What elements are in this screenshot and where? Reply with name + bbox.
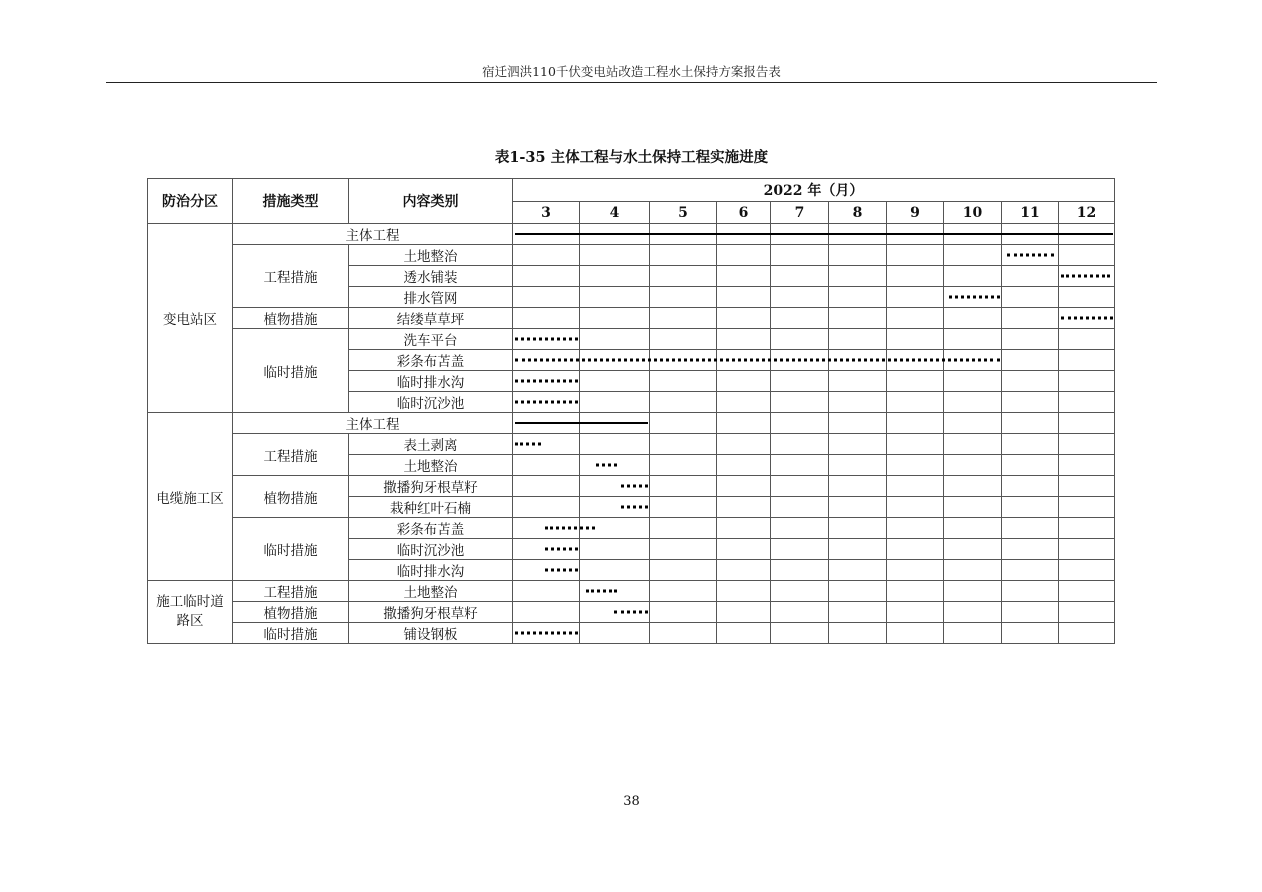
- content-cell: 彩条布苫盖: [349, 350, 513, 371]
- month-cell: [771, 413, 829, 434]
- content-cell: 排水管网: [349, 287, 513, 308]
- month-cell: [887, 371, 944, 392]
- table-row: [148, 581, 1115, 602]
- month-cell: [887, 392, 944, 413]
- month-cell: [580, 476, 650, 497]
- month-cell: [650, 581, 717, 602]
- month-cell: [717, 392, 771, 413]
- month-cell: [580, 266, 650, 287]
- measure-type-cell: 临时措施: [233, 623, 349, 644]
- month-cell: [650, 413, 717, 434]
- month-cell: [944, 455, 1002, 476]
- month-header: 3: [513, 202, 580, 224]
- content-cell: 临时沉沙池: [349, 392, 513, 413]
- month-cell: [1059, 602, 1115, 623]
- schedule-bar-dotted: [515, 632, 578, 635]
- month-cell: [1002, 308, 1059, 329]
- month-cell: [887, 602, 944, 623]
- month-cell: [717, 476, 771, 497]
- table-row: [148, 245, 1115, 266]
- zone-cell: 施工临时道路区: [148, 581, 233, 644]
- measure-type-cell: 工程措施: [233, 245, 349, 308]
- content-cell: 透水铺装: [349, 266, 513, 287]
- month-cell: [944, 392, 1002, 413]
- month-cell: [1002, 245, 1059, 266]
- month-cell: [650, 497, 717, 518]
- month-cell: [650, 329, 717, 350]
- month-cell: [829, 287, 887, 308]
- month-cell: [650, 266, 717, 287]
- month-cell: [513, 560, 580, 581]
- table-row: [148, 224, 1115, 245]
- month-cell: [717, 623, 771, 644]
- month-cell: [829, 539, 887, 560]
- month-cell: [887, 413, 944, 434]
- month-cell: [1059, 308, 1115, 329]
- month-cell: [717, 602, 771, 623]
- month-cell: [650, 224, 717, 245]
- month-cell: [650, 602, 717, 623]
- month-cell: [771, 602, 829, 623]
- month-cell: [771, 518, 829, 539]
- month-cell: [1059, 224, 1115, 245]
- month-cell: [513, 371, 580, 392]
- month-cell: [1059, 287, 1115, 308]
- month-cell: [717, 329, 771, 350]
- month-cell: [1002, 371, 1059, 392]
- month-cell: [1059, 476, 1115, 497]
- month-cell: [944, 518, 1002, 539]
- month-cell: [1059, 371, 1115, 392]
- zone-cell: 变电站区: [148, 224, 233, 413]
- month-cell: [771, 560, 829, 581]
- month-cell: [1002, 413, 1059, 434]
- month-cell: [944, 287, 1002, 308]
- month-cell: [717, 434, 771, 455]
- month-cell: [887, 434, 944, 455]
- month-cell: [771, 539, 829, 560]
- month-cell: [513, 518, 580, 539]
- col-header-zone: 防治分区: [148, 179, 233, 224]
- month-cell: [771, 434, 829, 455]
- month-cell: [650, 371, 717, 392]
- schedule-bar-dotted: [515, 338, 578, 341]
- month-cell: [829, 266, 887, 287]
- month-cell: [887, 623, 944, 644]
- month-cell: [650, 560, 717, 581]
- month-cell: [944, 413, 1002, 434]
- month-cell: [1059, 329, 1115, 350]
- month-cell: [580, 245, 650, 266]
- schedule-bar-dotted: [949, 296, 1000, 299]
- month-header: 11: [1002, 202, 1059, 224]
- month-cell: [887, 245, 944, 266]
- month-cell: [650, 434, 717, 455]
- month-cell: [887, 518, 944, 539]
- month-cell: [887, 539, 944, 560]
- measure-type-cell: 植物措施: [233, 308, 349, 329]
- month-cell: [771, 308, 829, 329]
- schedule-bar-dotted: [586, 590, 617, 593]
- month-cell: [1059, 350, 1115, 371]
- month-cell: [1002, 539, 1059, 560]
- col-header-measure-type: 措施类型: [233, 179, 349, 224]
- month-cell: [829, 602, 887, 623]
- month-cell: [580, 434, 650, 455]
- month-cell: [829, 518, 887, 539]
- month-cell: [580, 497, 650, 518]
- month-cell: [1002, 497, 1059, 518]
- month-cell: [829, 392, 887, 413]
- month-cell: [513, 581, 580, 602]
- month-cell: [580, 224, 650, 245]
- month-cell: [887, 329, 944, 350]
- content-cell: 洗车平台: [349, 329, 513, 350]
- month-cell: [887, 350, 944, 371]
- month-cell: [717, 350, 771, 371]
- month-cell: [1002, 476, 1059, 497]
- month-cell: [1059, 539, 1115, 560]
- month-header: 7: [771, 202, 829, 224]
- month-cell: [1002, 287, 1059, 308]
- month-cell: [829, 476, 887, 497]
- schedule-table: [147, 178, 1115, 644]
- table-title: 表1-35 主体工程与水土保持工程实施进度: [494, 149, 769, 166]
- content-cell: 铺设钢板: [349, 623, 513, 644]
- month-cell: [829, 560, 887, 581]
- month-cell: [1002, 518, 1059, 539]
- content-cell: 临时沉沙池: [349, 539, 513, 560]
- month-header: 10: [944, 202, 1002, 224]
- month-cell: [829, 245, 887, 266]
- table-row: [148, 476, 1115, 497]
- main-works-cell: 主体工程: [233, 224, 513, 245]
- schedule-bar-dotted: [1061, 317, 1113, 320]
- month-cell: [1059, 518, 1115, 539]
- month-cell: [513, 350, 580, 371]
- month-cell: [513, 308, 580, 329]
- month-cell: [650, 287, 717, 308]
- month-cell: [717, 560, 771, 581]
- month-cell: [513, 602, 580, 623]
- month-cell: [650, 518, 717, 539]
- schedule-bar-dotted: [621, 485, 649, 488]
- month-cell: [513, 245, 580, 266]
- month-cell: [650, 476, 717, 497]
- content-cell: 彩条布苫盖: [349, 518, 513, 539]
- month-cell: [944, 329, 1002, 350]
- table-row: [148, 602, 1115, 623]
- month-cell: [771, 623, 829, 644]
- schedule-bar-dotted: [515, 443, 541, 446]
- month-cell: [944, 560, 1002, 581]
- measure-type-cell: 工程措施: [233, 434, 349, 476]
- content-cell: 土地整治: [349, 245, 513, 266]
- month-cell: [717, 224, 771, 245]
- month-cell: [580, 392, 650, 413]
- month-cell: [771, 266, 829, 287]
- header-rule: [106, 82, 1157, 83]
- schedule-bar-dotted: [545, 569, 578, 572]
- month-cell: [513, 266, 580, 287]
- month-cell: [944, 350, 1002, 371]
- month-cell: [650, 455, 717, 476]
- schedule-bar-dotted: [545, 548, 578, 551]
- month-cell: [887, 581, 944, 602]
- content-cell: 临时排水沟: [349, 371, 513, 392]
- month-cell: [580, 539, 650, 560]
- month-cell: [717, 518, 771, 539]
- month-cell: [887, 287, 944, 308]
- month-cell: [580, 455, 650, 476]
- month-cell: [887, 266, 944, 287]
- month-cell: [1059, 581, 1115, 602]
- month-cell: [829, 350, 887, 371]
- month-cell: [1059, 266, 1115, 287]
- month-cell: [829, 581, 887, 602]
- content-cell: 栽种红叶石楠: [349, 497, 513, 518]
- month-cell: [580, 329, 650, 350]
- content-cell: 土地整治: [349, 581, 513, 602]
- month-cell: [1059, 497, 1115, 518]
- month-cell: [717, 308, 771, 329]
- month-cell: [1059, 413, 1115, 434]
- month-cell: [829, 497, 887, 518]
- month-cell: [513, 476, 580, 497]
- month-cell: [717, 371, 771, 392]
- table-row: [148, 518, 1115, 539]
- month-cell: [1002, 266, 1059, 287]
- month-cell: [944, 371, 1002, 392]
- month-cell: [771, 476, 829, 497]
- month-cell: [771, 497, 829, 518]
- month-cell: [944, 602, 1002, 623]
- month-cell: [887, 455, 944, 476]
- month-cell: [771, 245, 829, 266]
- month-cell: [771, 350, 829, 371]
- month-cell: [580, 602, 650, 623]
- month-cell: [887, 476, 944, 497]
- month-cell: [513, 455, 580, 476]
- month-cell: [944, 245, 1002, 266]
- month-cell: [771, 455, 829, 476]
- month-cell: [650, 245, 717, 266]
- month-cell: [580, 560, 650, 581]
- month-cell: [513, 623, 580, 644]
- month-cell: [513, 497, 580, 518]
- month-header: 12: [1059, 202, 1115, 224]
- month-cell: [717, 455, 771, 476]
- content-cell: 结缕草草坪: [349, 308, 513, 329]
- month-cell: [1002, 224, 1059, 245]
- content-cell: 土地整治: [349, 455, 513, 476]
- month-cell: [771, 371, 829, 392]
- month-cell: [829, 371, 887, 392]
- month-cell: [513, 224, 580, 245]
- schedule-bar-dotted: [596, 464, 617, 467]
- main-works-cell: 主体工程: [233, 413, 513, 434]
- month-cell: [513, 434, 580, 455]
- month-cell: [771, 224, 829, 245]
- month-cell: [944, 581, 1002, 602]
- zone-cell: 电缆施工区: [148, 413, 233, 581]
- month-cell: [1002, 623, 1059, 644]
- table-row: [148, 308, 1115, 329]
- table-row: [148, 329, 1115, 350]
- content-cell: 撒播狗牙根草籽: [349, 602, 513, 623]
- month-cell: [650, 392, 717, 413]
- month-cell: [887, 308, 944, 329]
- month-cell: [887, 497, 944, 518]
- month-cell: [513, 539, 580, 560]
- month-cell: [1002, 602, 1059, 623]
- page-number: 38: [623, 794, 640, 809]
- month-cell: [1059, 434, 1115, 455]
- month-cell: [513, 287, 580, 308]
- schedule-bar-dotted: [515, 380, 578, 383]
- month-cell: [944, 623, 1002, 644]
- month-cell: [1002, 329, 1059, 350]
- month-header: 9: [887, 202, 944, 224]
- month-cell: [1002, 581, 1059, 602]
- month-cell: [829, 308, 887, 329]
- content-cell: 表土剥离: [349, 434, 513, 455]
- month-cell: [1059, 455, 1115, 476]
- month-cell: [1002, 392, 1059, 413]
- month-cell: [771, 287, 829, 308]
- month-cell: [944, 224, 1002, 245]
- month-cell: [717, 413, 771, 434]
- month-cell: [717, 581, 771, 602]
- month-cell: [887, 560, 944, 581]
- month-cell: [717, 497, 771, 518]
- month-cell: [1002, 434, 1059, 455]
- table-row: [148, 623, 1115, 644]
- month-header: 4: [580, 202, 650, 224]
- month-cell: [580, 518, 650, 539]
- month-cell: [771, 392, 829, 413]
- month-cell: [829, 434, 887, 455]
- measure-type-cell: 临时措施: [233, 518, 349, 581]
- month-cell: [717, 287, 771, 308]
- col-header-content: 内容类别: [349, 179, 513, 224]
- month-cell: [717, 539, 771, 560]
- month-cell: [580, 350, 650, 371]
- month-cell: [580, 287, 650, 308]
- table-row: [148, 434, 1115, 455]
- month-cell: [829, 329, 887, 350]
- schedule-bar-dotted: [614, 611, 649, 614]
- month-cell: [580, 581, 650, 602]
- schedule-bar-dotted: [1061, 275, 1110, 278]
- month-cell: [650, 623, 717, 644]
- month-cell: [944, 497, 1002, 518]
- schedule-bar-dotted: [621, 506, 649, 509]
- month-cell: [717, 266, 771, 287]
- month-cell: [944, 434, 1002, 455]
- month-cell: [513, 392, 580, 413]
- month-cell: [829, 224, 887, 245]
- month-cell: [944, 266, 1002, 287]
- month-cell: [829, 413, 887, 434]
- month-header: 6: [717, 202, 771, 224]
- col-header-year: 2022 年（月）: [513, 179, 1115, 202]
- month-cell: [1002, 455, 1059, 476]
- month-cell: [1002, 350, 1059, 371]
- measure-type-cell: 植物措施: [233, 602, 349, 623]
- month-cell: [650, 350, 717, 371]
- month-cell: [1002, 560, 1059, 581]
- document-header: 宿迁泗洪110千伏变电站改造工程水土保持方案报告表: [482, 64, 781, 79]
- month-cell: [513, 329, 580, 350]
- month-cell: [829, 455, 887, 476]
- month-cell: [717, 245, 771, 266]
- month-cell: [944, 308, 1002, 329]
- month-cell: [944, 539, 1002, 560]
- month-cell: [580, 371, 650, 392]
- month-header: 8: [829, 202, 887, 224]
- measure-type-cell: 工程措施: [233, 581, 349, 602]
- table-row: [148, 413, 1115, 434]
- month-cell: [829, 623, 887, 644]
- month-cell: [887, 224, 944, 245]
- month-cell: [1059, 560, 1115, 581]
- month-header: 5: [650, 202, 717, 224]
- month-cell: [513, 413, 580, 434]
- schedule-bar-dotted: [1007, 254, 1054, 257]
- month-cell: [1059, 392, 1115, 413]
- schedule-bar-dotted: [515, 401, 578, 404]
- month-cell: [1059, 245, 1115, 266]
- content-cell: 撒播狗牙根草籽: [349, 476, 513, 497]
- month-cell: [944, 476, 1002, 497]
- month-cell: [580, 623, 650, 644]
- measure-type-cell: 临时措施: [233, 329, 349, 413]
- measure-type-cell: 植物措施: [233, 476, 349, 518]
- month-cell: [771, 329, 829, 350]
- month-cell: [1059, 623, 1115, 644]
- month-cell: [580, 308, 650, 329]
- month-cell: [771, 581, 829, 602]
- month-cell: [650, 308, 717, 329]
- month-cell: [650, 539, 717, 560]
- content-cell: 临时排水沟: [349, 560, 513, 581]
- month-cell: [580, 413, 650, 434]
